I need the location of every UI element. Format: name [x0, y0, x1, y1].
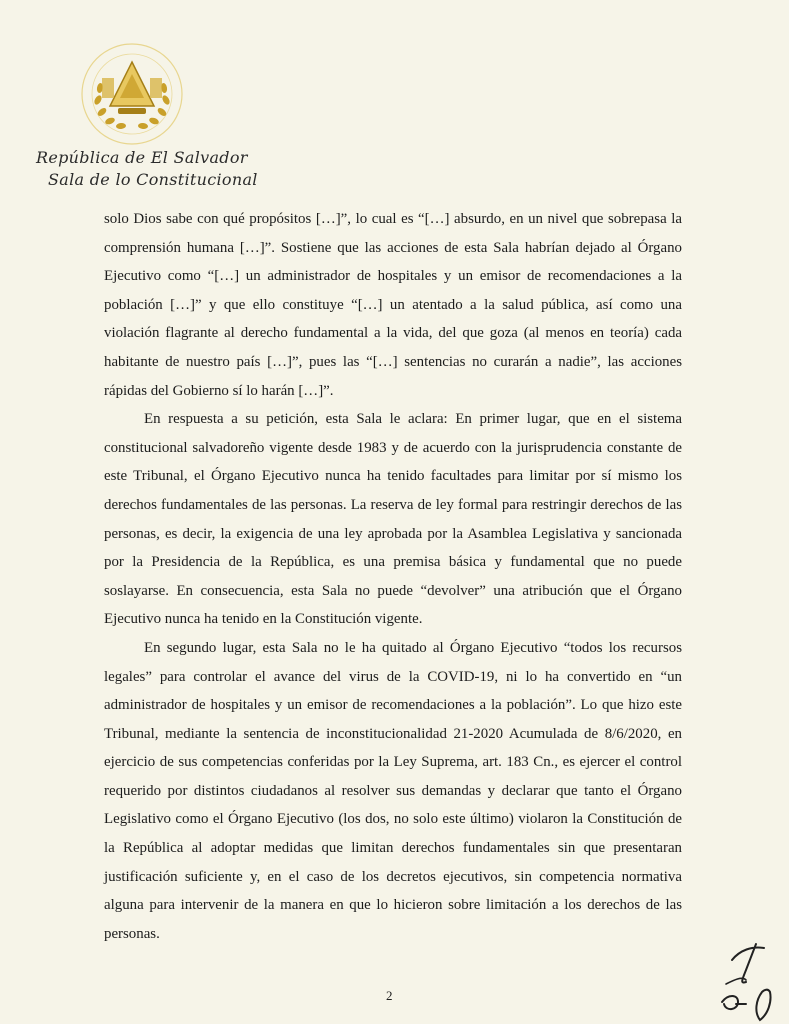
paragraph: solo Dios sabe con qué propósitos […]”, lo cual es “[…] absurdo, en un nivel que sobrepasa la comprensión humana […]”. Sostiene que las acciones de esta Sala habrían dejado al Órgano Ejecutivo como “[…] un administrador de hospitales y un emisor de recomendaciones a la población […]” y que ello constituye “[…] un atentado a la salud pública, así como una violación flagrante al derecho fundamental a la vida, del que goza (al menos en teoría) cada habitante de nuestro país […]”, pues las “[…] sentencias no curarán a nadie”, las acciones rápidas del Gobierno sí lo harán […]”. — [104, 211, 682, 399]
page-number: 2 — [386, 988, 393, 1003]
paragraph: En segundo lugar, esta Sala no le ha quitado al Órgano Ejecutivo “todos los recursos legales” para controlar el avance del virus de la COVID-19, ni lo ha convertido en “un administrador de hospitales y un emisor de recomendaciones a la población”. Lo que hizo este Tribunal, mediante la sentencia de inconstitucionalidad 21-2020 Acumulada de 8/6/2020, en ejercicio de sus competencias conferidas por la Ley Suprema, art. 183 Cn., es ejercer el control requerido por distintos ciudadanos al resolver sus demandas y declarar que tanto el Órgano Legislativo como el Órgano Ejecutivo (los dos, no solo este último) violaron la Constitución de la República al adoptar medidas que limitan derechos fundamentales sin que presentaran justificación suficiente y, en el caso de los decretos ejecutivos, sin competencia normativa alguna para intervenir de la manera en que lo hicieron sobre limitación a los derechos de las personas. — [104, 639, 682, 942]
paragraph: En respuesta a su petición, esta Sala le aclara: En primer lugar, que en el sistema constitucional salvadoreño vigente desde 1983 y de acuerdo con la jurisprudencia constante de este Tribunal, el Órgano Ejecutivo nunca ha tenido facultades para limitar por sí mismo los derechos fundamentales de las personas. La reserva de ley formal para restringir derechos de las personas, es decir, la exigencia de una ley aprobada por la Asamblea Legislativa y sancionada por la Presidencia de la República, es una premisa básica y fundamental que no puede soslayarse. En consecuencia, esta Sala no puede “devolver” una atribución que el Órgano Ejecutivo nunca ha tenido en la Constitución vigente. — [104, 411, 682, 628]
national-seal-icon — [78, 40, 186, 148]
document-body — [104, 205, 682, 948]
handwritten-initials-icon — [712, 940, 782, 1024]
header-chamber: Sala de lo Constitucional — [48, 170, 258, 189]
header-republic: República de El Salvador — [36, 148, 248, 167]
